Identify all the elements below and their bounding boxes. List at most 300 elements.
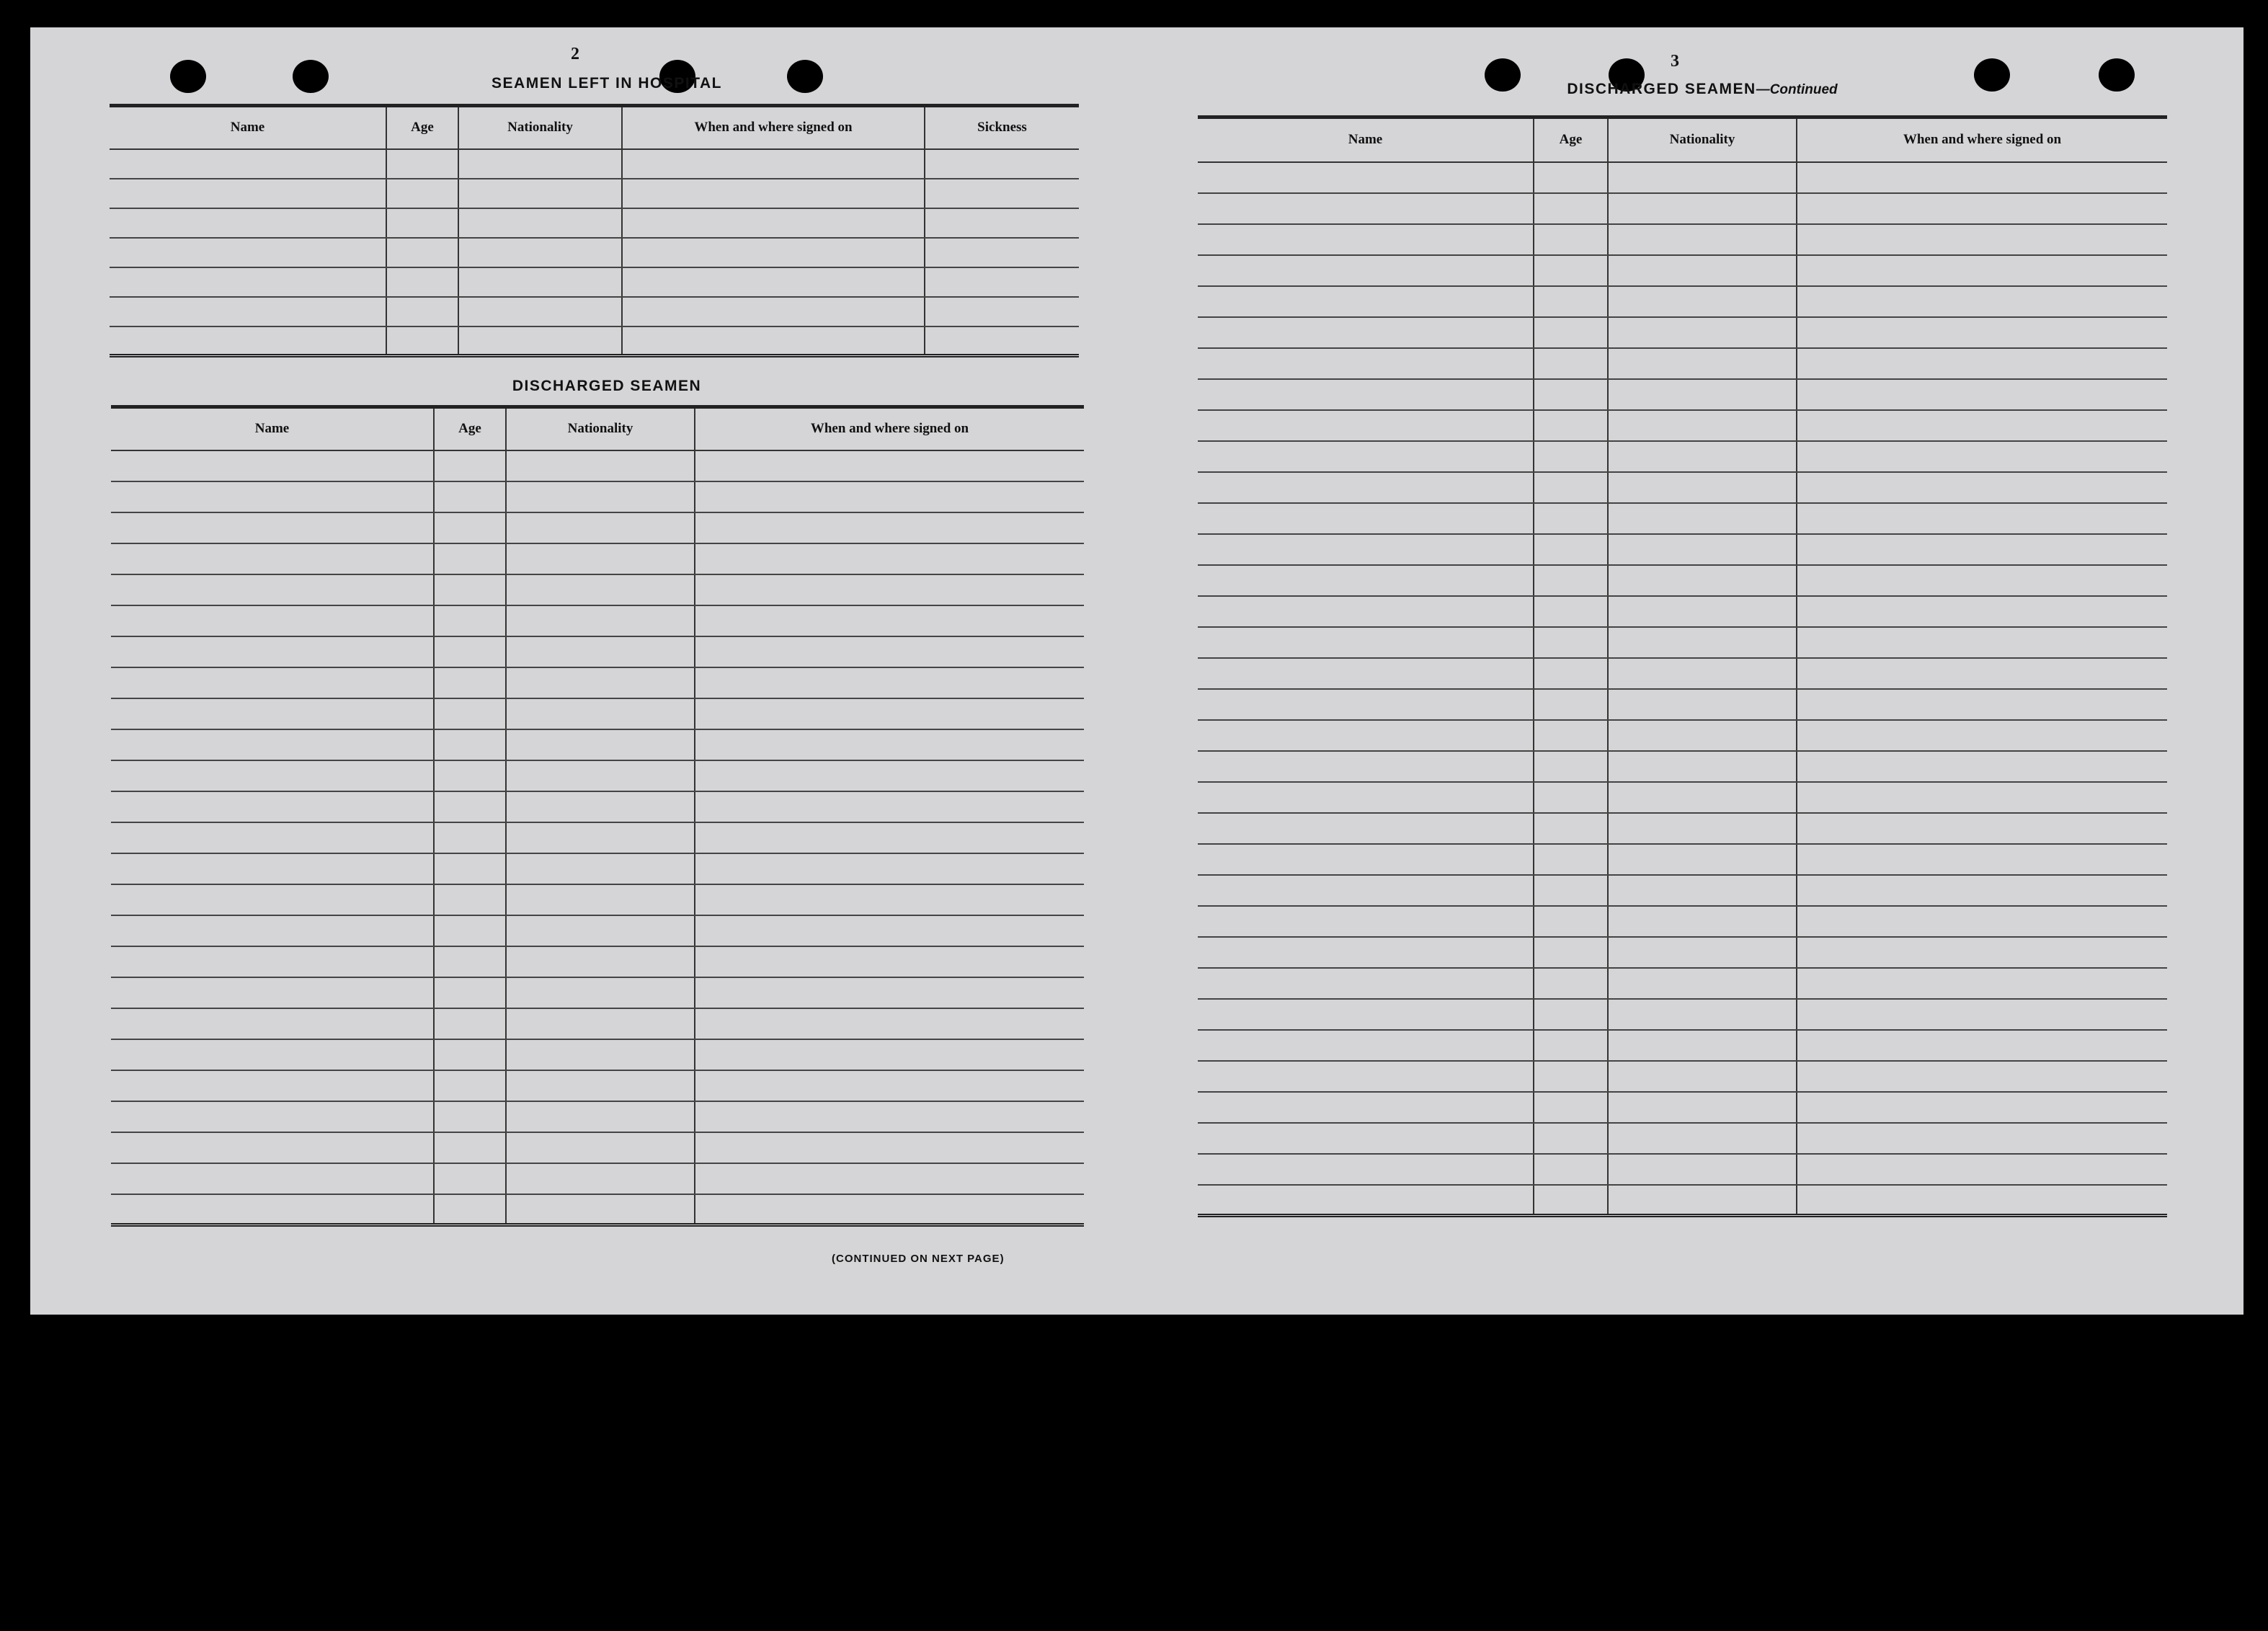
blank-cell xyxy=(434,450,506,481)
blank-cell xyxy=(622,149,925,179)
blank-cell xyxy=(695,729,1084,760)
blank-cell xyxy=(925,208,1079,238)
blank-cell xyxy=(1608,162,1797,193)
blank-cell xyxy=(1797,1092,2167,1123)
blank-cell xyxy=(925,267,1079,297)
blank-cell xyxy=(1534,875,1608,906)
blank-cell xyxy=(622,208,925,238)
blank-cell xyxy=(622,179,925,208)
blank-cell xyxy=(695,1101,1084,1132)
blank-cell xyxy=(1608,689,1797,720)
table-row xyxy=(110,238,1079,267)
blank-cell xyxy=(111,791,434,822)
blank-cell xyxy=(434,1163,506,1194)
blank-cell xyxy=(1534,317,1608,348)
table-row xyxy=(1198,906,2167,937)
blank-cell xyxy=(1198,1185,1534,1216)
table-row xyxy=(1198,224,2167,255)
blank-cell xyxy=(695,698,1084,729)
table-row xyxy=(1198,1154,2167,1185)
blank-cell xyxy=(1534,1123,1608,1154)
blank-cell xyxy=(1534,1061,1608,1092)
blank-cell xyxy=(506,1039,695,1070)
blank-cell xyxy=(1797,162,2167,193)
blank-cell xyxy=(1198,906,1534,937)
table-row xyxy=(1198,379,2167,410)
blank-cell xyxy=(111,636,434,667)
blank-cell xyxy=(1534,720,1608,751)
table-row xyxy=(1198,720,2167,751)
blank-cell xyxy=(434,853,506,884)
blank-cell xyxy=(1797,317,2167,348)
blank-cell xyxy=(1797,1154,2167,1185)
blank-cell xyxy=(1797,720,2167,751)
table-row xyxy=(1198,782,2167,813)
blank-cell xyxy=(1797,596,2167,627)
blank-cell xyxy=(1198,875,1534,906)
table-row xyxy=(1198,410,2167,441)
blank-cell xyxy=(1797,782,2167,813)
blank-cell xyxy=(458,149,622,179)
blank-cell xyxy=(111,667,434,698)
blank-cell xyxy=(622,297,925,326)
blank-cell xyxy=(1608,534,1797,565)
blank-cell xyxy=(1198,1030,1534,1061)
blank-cell xyxy=(434,760,506,791)
blank-cell xyxy=(1534,658,1608,689)
blank-cell xyxy=(506,667,695,698)
table-row xyxy=(111,1008,1084,1039)
table-row xyxy=(1198,875,2167,906)
blank-cell xyxy=(695,946,1084,977)
discharged-continued-title xyxy=(1414,81,1991,98)
blank-cell xyxy=(111,977,434,1008)
blank-cell xyxy=(1534,1154,1608,1185)
blank-cell xyxy=(1198,286,1534,317)
blank-cell xyxy=(695,822,1084,853)
blank-cell xyxy=(506,512,695,543)
blank-cell xyxy=(1608,906,1797,937)
blank-cell xyxy=(1534,689,1608,720)
blank-cell xyxy=(1198,844,1534,875)
blank-cell xyxy=(1608,441,1797,472)
blank-cell xyxy=(1198,937,1534,968)
blank-cell xyxy=(1608,224,1797,255)
blank-cell xyxy=(434,1070,506,1101)
blank-cell xyxy=(434,1194,506,1225)
blank-cell xyxy=(1198,782,1534,813)
blank-cell xyxy=(111,450,434,481)
blank-cell xyxy=(111,1132,434,1163)
blank-cell xyxy=(111,884,434,915)
table-row xyxy=(111,915,1084,946)
blank-cell xyxy=(1534,813,1608,844)
blank-cell xyxy=(695,884,1084,915)
blank-cell xyxy=(1608,658,1797,689)
blank-cell xyxy=(1534,751,1608,782)
blank-cell xyxy=(1534,162,1608,193)
blank-cell xyxy=(695,636,1084,667)
blank-cell xyxy=(1534,379,1608,410)
blank-cell xyxy=(506,946,695,977)
blank-cell xyxy=(458,238,622,267)
blank-cell xyxy=(1534,472,1608,503)
blank-cell xyxy=(1797,627,2167,658)
table-row xyxy=(111,512,1084,543)
blank-cell xyxy=(1608,379,1797,410)
blank-cell xyxy=(111,1101,434,1132)
table-row xyxy=(1198,1030,2167,1061)
column-header-name: Name xyxy=(111,407,434,450)
column-header-name: Name xyxy=(110,106,386,149)
blank-cell xyxy=(1534,224,1608,255)
blank-cell xyxy=(506,698,695,729)
blank-cell xyxy=(506,543,695,574)
hospital-section-title: SEAMEN LEFT IN HOSPITAL xyxy=(492,75,722,92)
table-row xyxy=(111,729,1084,760)
blank-cell xyxy=(434,977,506,1008)
blank-cell xyxy=(506,977,695,1008)
column-header-age: Age xyxy=(434,407,506,450)
blank-cell xyxy=(1797,751,2167,782)
blank-cell xyxy=(1198,441,1534,472)
page-number-left: 2 xyxy=(571,45,579,63)
blank-cell xyxy=(506,450,695,481)
blank-cell xyxy=(1198,255,1534,286)
continued-footer: (CONTINUED ON NEXT PAGE) xyxy=(832,1253,1005,1265)
blank-cell xyxy=(506,1194,695,1225)
blank-cell xyxy=(434,729,506,760)
blank-cell xyxy=(111,729,434,760)
table-row xyxy=(111,636,1084,667)
blank-cell xyxy=(458,267,622,297)
column-header-age: Age xyxy=(1534,117,1608,162)
table-row xyxy=(1198,348,2167,379)
blank-cell xyxy=(1198,689,1534,720)
blank-cell xyxy=(1797,534,2167,565)
table-row xyxy=(1198,658,2167,689)
blank-cell xyxy=(1198,720,1534,751)
blank-cell xyxy=(1198,379,1534,410)
blank-cell xyxy=(1198,1061,1534,1092)
blank-cell xyxy=(506,822,695,853)
blank-cell xyxy=(110,297,386,326)
blank-cell xyxy=(1797,348,2167,379)
blank-cell xyxy=(1198,348,1534,379)
table-row xyxy=(111,543,1084,574)
blank-cell xyxy=(386,208,458,238)
blank-cell xyxy=(506,605,695,636)
column-header-when-and-where-signed-on: When and where signed on xyxy=(695,407,1084,450)
blank-cell xyxy=(1198,813,1534,844)
table-row xyxy=(1198,689,2167,720)
blank-cell xyxy=(1534,503,1608,534)
table-row xyxy=(111,481,1084,512)
blank-cell xyxy=(434,1132,506,1163)
blank-cell xyxy=(1608,627,1797,658)
blank-cell xyxy=(434,1101,506,1132)
blank-cell xyxy=(434,481,506,512)
blank-cell xyxy=(434,605,506,636)
table-row xyxy=(1198,255,2167,286)
blank-cell xyxy=(695,1132,1084,1163)
blank-cell xyxy=(695,791,1084,822)
blank-cell xyxy=(1608,844,1797,875)
blank-cell xyxy=(1608,937,1797,968)
blank-cell xyxy=(1797,906,2167,937)
blank-cell xyxy=(111,481,434,512)
table-row xyxy=(110,326,1079,356)
blank-cell xyxy=(506,853,695,884)
blank-cell xyxy=(110,238,386,267)
blank-cell xyxy=(434,543,506,574)
blank-cell xyxy=(111,512,434,543)
blank-cell xyxy=(386,297,458,326)
blank-cell xyxy=(458,208,622,238)
blank-cell xyxy=(1797,1185,2167,1216)
blank-cell xyxy=(506,1132,695,1163)
blank-cell xyxy=(1608,286,1797,317)
blank-cell xyxy=(110,208,386,238)
table-row xyxy=(110,267,1079,297)
blank-cell xyxy=(434,822,506,853)
blank-cell xyxy=(1534,596,1608,627)
blank-cell xyxy=(1608,348,1797,379)
blank-cell xyxy=(1198,410,1534,441)
blank-cell xyxy=(1198,999,1534,1030)
blank-cell xyxy=(386,238,458,267)
blank-cell xyxy=(1608,503,1797,534)
blank-cell xyxy=(506,636,695,667)
blank-cell xyxy=(1534,999,1608,1030)
table-row xyxy=(1198,565,2167,596)
table-row xyxy=(111,1132,1084,1163)
blank-cell xyxy=(695,543,1084,574)
blank-cell xyxy=(1534,441,1608,472)
blank-cell xyxy=(1198,503,1534,534)
blank-cell xyxy=(110,267,386,297)
page-number-right: 3 xyxy=(1671,52,1679,71)
table-row xyxy=(111,853,1084,884)
blank-cell xyxy=(506,791,695,822)
table-row xyxy=(1198,627,2167,658)
blank-cell xyxy=(434,915,506,946)
blank-cell xyxy=(111,915,434,946)
hospital-table xyxy=(110,104,1079,357)
punch-hole xyxy=(293,60,329,93)
blank-cell xyxy=(695,1163,1084,1194)
blank-cell xyxy=(1797,689,2167,720)
blank-cell xyxy=(925,179,1079,208)
blank-cell xyxy=(1198,1092,1534,1123)
blank-cell xyxy=(1534,348,1608,379)
column-header-name: Name xyxy=(1198,117,1534,162)
blank-cell xyxy=(1797,1030,2167,1061)
table-row xyxy=(1198,596,2167,627)
blank-cell xyxy=(434,884,506,915)
blank-cell xyxy=(925,238,1079,267)
blank-cell xyxy=(1797,1061,2167,1092)
blank-cell xyxy=(458,326,622,356)
blank-cell xyxy=(1608,1061,1797,1092)
table-row xyxy=(1198,534,2167,565)
table-row xyxy=(111,1101,1084,1132)
table-row xyxy=(111,1039,1084,1070)
blank-cell xyxy=(111,698,434,729)
blank-cell xyxy=(1608,596,1797,627)
table-row xyxy=(111,1070,1084,1101)
blank-cell xyxy=(1608,1030,1797,1061)
table-row xyxy=(111,1163,1084,1194)
blank-cell xyxy=(1797,875,2167,906)
blank-cell xyxy=(111,853,434,884)
blank-cell xyxy=(1797,844,2167,875)
blank-cell xyxy=(434,574,506,605)
blank-cell xyxy=(1608,317,1797,348)
blank-cell xyxy=(1198,658,1534,689)
blank-cell xyxy=(695,915,1084,946)
blank-cell xyxy=(110,179,386,208)
blank-cell xyxy=(925,297,1079,326)
table-row xyxy=(1198,441,2167,472)
blank-cell xyxy=(1534,906,1608,937)
blank-cell xyxy=(111,1163,434,1194)
blank-cell xyxy=(1198,162,1534,193)
blank-cell xyxy=(506,729,695,760)
blank-cell xyxy=(458,179,622,208)
blank-cell xyxy=(434,1008,506,1039)
blank-cell xyxy=(506,1070,695,1101)
blank-cell xyxy=(386,179,458,208)
blank-cell xyxy=(1608,1154,1797,1185)
blank-cell xyxy=(434,512,506,543)
blank-cell xyxy=(1198,1154,1534,1185)
blank-cell xyxy=(506,1101,695,1132)
table-row xyxy=(111,884,1084,915)
punch-hole xyxy=(170,60,206,93)
column-header-nationality: Nationality xyxy=(506,407,695,450)
blank-cell xyxy=(695,1194,1084,1225)
table-row xyxy=(1198,937,2167,968)
table-row xyxy=(1198,162,2167,193)
blank-cell xyxy=(1534,1185,1608,1216)
blank-cell xyxy=(925,149,1079,179)
blank-cell xyxy=(1534,627,1608,658)
column-header-nationality: Nationality xyxy=(1608,117,1797,162)
blank-cell xyxy=(1534,410,1608,441)
blank-cell xyxy=(1797,410,2167,441)
blank-cell xyxy=(1198,472,1534,503)
blank-cell xyxy=(1797,1123,2167,1154)
table-row xyxy=(1198,1092,2167,1123)
blank-cell xyxy=(434,698,506,729)
blank-cell xyxy=(506,1008,695,1039)
blank-cell xyxy=(1608,565,1797,596)
blank-cell xyxy=(1608,813,1797,844)
blank-cell xyxy=(1534,193,1608,224)
table-row xyxy=(1198,286,2167,317)
blank-cell xyxy=(434,791,506,822)
table-row xyxy=(111,1194,1084,1225)
blank-cell xyxy=(1198,1123,1534,1154)
blank-cell xyxy=(1608,968,1797,999)
blank-cell xyxy=(1534,534,1608,565)
blank-cell xyxy=(1198,193,1534,224)
blank-cell xyxy=(458,297,622,326)
blank-cell xyxy=(1608,1092,1797,1123)
column-header-sickness: Sickness xyxy=(925,106,1079,149)
blank-cell xyxy=(1797,286,2167,317)
column-header-nationality: Nationality xyxy=(458,106,622,149)
column-header-age: Age xyxy=(386,106,458,149)
blank-cell xyxy=(1608,193,1797,224)
discharged-section-title: DISCHARGED SEAMEN xyxy=(512,378,702,394)
blank-cell xyxy=(1797,441,2167,472)
blank-cell xyxy=(695,1070,1084,1101)
table-row xyxy=(111,450,1084,481)
blank-cell xyxy=(695,574,1084,605)
blank-cell xyxy=(1198,534,1534,565)
table-row xyxy=(1198,813,2167,844)
blank-cell xyxy=(111,946,434,977)
blank-cell xyxy=(1797,472,2167,503)
blank-cell xyxy=(1534,1030,1608,1061)
blank-cell xyxy=(434,667,506,698)
blank-cell xyxy=(1797,813,2167,844)
blank-cell xyxy=(1797,658,2167,689)
blank-cell xyxy=(1534,286,1608,317)
blank-cell xyxy=(622,267,925,297)
blank-cell xyxy=(506,915,695,946)
blank-cell xyxy=(111,1194,434,1225)
table-row xyxy=(111,574,1084,605)
blank-cell xyxy=(386,149,458,179)
table-row xyxy=(110,149,1079,179)
blank-cell xyxy=(111,822,434,853)
table-row xyxy=(1198,317,2167,348)
blank-cell xyxy=(695,512,1084,543)
blank-cell xyxy=(695,760,1084,791)
blank-cell xyxy=(1797,255,2167,286)
blank-cell xyxy=(1198,224,1534,255)
blank-cell xyxy=(695,667,1084,698)
table-row xyxy=(111,760,1084,791)
blank-cell xyxy=(1198,968,1534,999)
table-row xyxy=(1198,751,2167,782)
table-row xyxy=(1198,999,2167,1030)
table-row xyxy=(110,179,1079,208)
table-row xyxy=(1198,1061,2167,1092)
column-header-when-and-where-signed-on: When and where signed on xyxy=(622,106,925,149)
blank-cell xyxy=(506,884,695,915)
table-row xyxy=(111,946,1084,977)
title-main: DISCHARGED SEAMEN xyxy=(1567,81,1756,97)
blank-cell xyxy=(111,543,434,574)
blank-cell xyxy=(1534,937,1608,968)
table-row xyxy=(1198,193,2167,224)
blank-cell xyxy=(111,1008,434,1039)
table-row xyxy=(111,822,1084,853)
discharged-table xyxy=(111,405,1084,1227)
table-row xyxy=(110,208,1079,238)
table-row xyxy=(1198,1123,2167,1154)
blank-cell xyxy=(111,605,434,636)
table-row xyxy=(111,791,1084,822)
blank-cell xyxy=(434,1039,506,1070)
blank-cell xyxy=(1198,627,1534,658)
blank-cell xyxy=(111,1039,434,1070)
blank-cell xyxy=(695,977,1084,1008)
